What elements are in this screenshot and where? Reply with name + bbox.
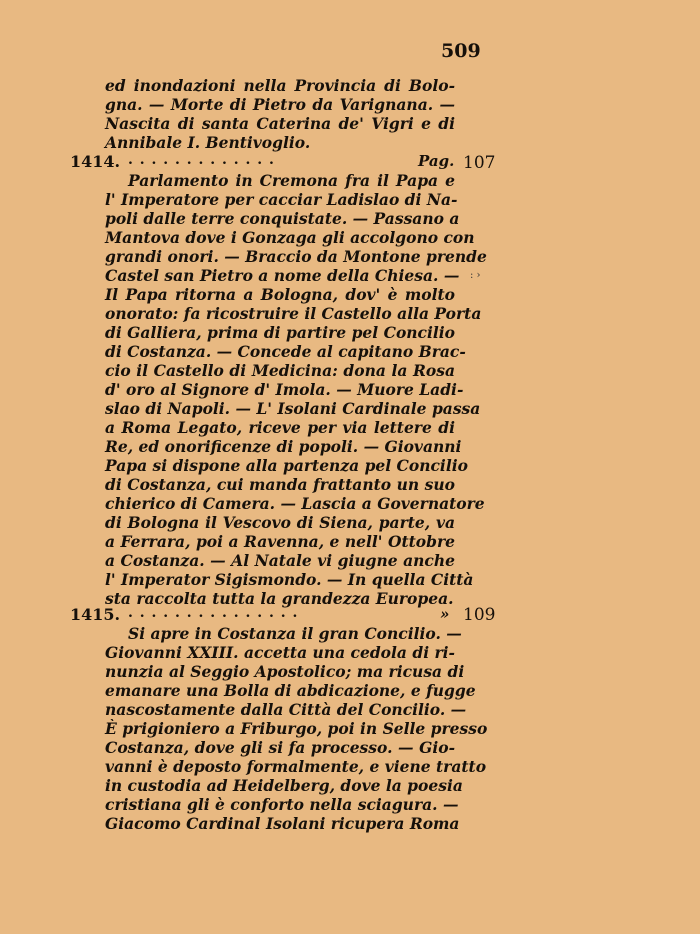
text-line: di Costanza, cui manda frattanto un suo <box>105 475 455 494</box>
text-line: di Galliera, prima di partire pel Concilio <box>105 323 455 342</box>
text-line: l' Imperatore per cacciar Ladislao di Na- <box>105 190 458 209</box>
text-line: Nascita di santa Caterina de' Vigri e di <box>105 114 455 133</box>
text-line: onorato: fa ricostruire il Castello alla Porta <box>105 304 482 323</box>
text-line: a Ferrara, poi a Ravenna, e nell' Ottobre <box>105 532 455 551</box>
text-line: nascostamente dalla Città del Concilio. — <box>105 700 467 719</box>
text-line: Mantova dove i Gonzaga gli accolgono con <box>105 228 475 247</box>
text-line: sta raccolta tutta la grandezza Europea. <box>105 589 454 608</box>
text-line: in custodia ad Heidelberg, dove la poesia <box>105 776 463 795</box>
text-line: a Roma Legato, riceve per via lettere di <box>105 418 455 437</box>
text-line: Re, ed onorificenze di popoli. — Giovanni <box>105 437 462 456</box>
text-line: l' Imperator Sigismondo. — In quella Città <box>105 570 474 589</box>
page-ref-label: Pag. <box>418 152 455 170</box>
entry-year: 1415. <box>70 605 121 624</box>
margin-mark: : › <box>470 270 481 281</box>
text-line: di Bologna il Vescovo di Siena, parte, va <box>105 513 455 532</box>
text-line: cristiana gli è conforto nella sciagura. — <box>105 795 459 814</box>
text-line: Castel san Pietro a nome della Chiesa. — <box>105 266 460 285</box>
leader-dots: . . . . . . . . . . . . . . . <box>128 605 299 621</box>
text-line: vanni è deposto formalmente, e viene tratto <box>105 757 487 776</box>
text-line: d' oro al Signore d' Imola. — Muore Ladi- <box>105 380 464 399</box>
leader-dots: . . . . . . . . . . . . . <box>128 152 275 168</box>
text-line: ed inondazioni nella Provincia di Bolo- <box>105 76 455 95</box>
text-line: Giacomo Cardinal Isolani ricupera Roma <box>105 814 460 833</box>
text-line: grandi onori. — Braccio da Montone prende <box>105 247 487 266</box>
page-ref-number: 107 <box>463 153 496 173</box>
text-line: poli dalle terre conquistate. — Passano a <box>105 209 460 228</box>
page-ref-label: » <box>440 605 450 623</box>
entry-year: 1414. <box>70 152 121 171</box>
text-line: Costanza, dove gli si fa processo. — Gio- <box>105 738 455 757</box>
text-line: nunzia al Seggio Apostolico; ma ricusa di <box>105 662 465 681</box>
text-line: Parlamento in Cremona fra il Papa e <box>128 171 455 190</box>
text-line: Papa si dispone alla partenza pel Concilio <box>105 456 468 475</box>
text-line: gna. — Morte di Pietro da Varignana. — <box>105 95 455 114</box>
text-line: slao di Napoli. — L' Isolani Cardinale passa <box>105 399 481 418</box>
page-number: 509 <box>441 40 481 62</box>
text-line: chierico di Camera. — Lascia a Governatore <box>105 494 485 513</box>
text-line: Si apre in Costanza il gran Concilio. — <box>128 624 462 643</box>
text-line: Il Papa ritorna a Bologna, dov' è molto <box>105 285 455 304</box>
text-line: a Costanza. — Al Natale vi giugne anche <box>105 551 455 570</box>
text-line: emanare una Bolla di abdicazione, e fugge <box>105 681 476 700</box>
text-line: cio il Castello di Medicina: dona la Rosa <box>105 361 455 380</box>
text-line: È prigioniero a Friburgo, poi in Selle presso <box>105 719 488 738</box>
text-line: Annibale I. Bentivoglio. <box>105 133 311 152</box>
text-line: di Costanza. — Concede al capitano Brac- <box>105 342 466 361</box>
page-ref-number: 109 <box>463 605 496 625</box>
text-line: Giovanni XXIII. accetta una cedola di ri- <box>105 643 455 662</box>
